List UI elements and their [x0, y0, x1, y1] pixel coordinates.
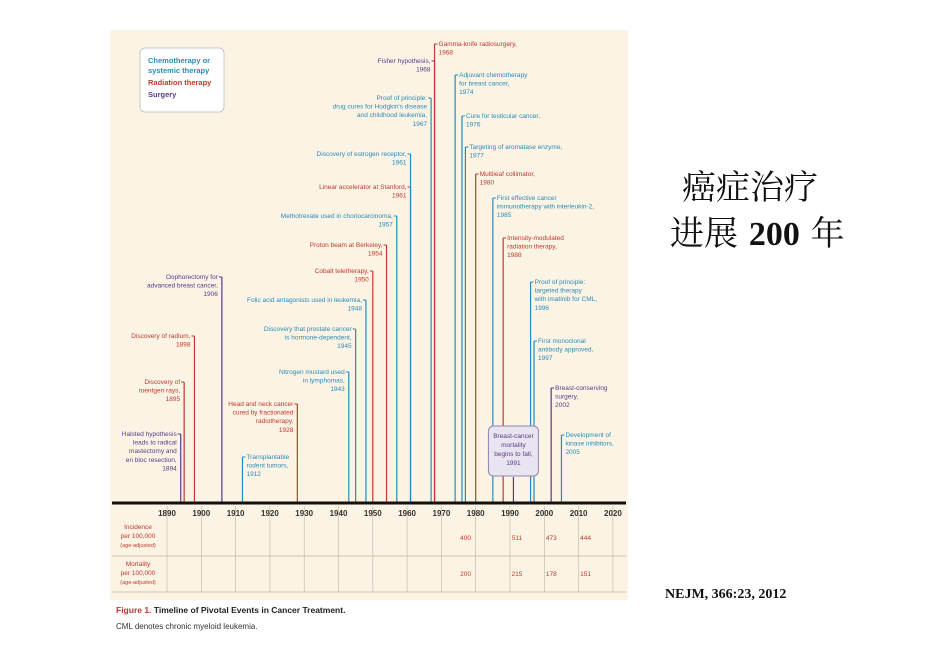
incidence-value: 511 — [511, 535, 523, 542]
figure-caption — [110, 600, 628, 642]
slide-title-number: 200 — [748, 216, 800, 253]
event-label-14: and childhood leukemia, — [357, 112, 428, 120]
event-label-13: 1961 — [392, 159, 407, 167]
event-label-17: 1974 — [459, 89, 474, 97]
event-label-0: Halsted hypothesis — [121, 431, 177, 438]
event-label-25: 2002 — [555, 402, 570, 410]
legend-label-1: Radiation therapy — [148, 78, 212, 87]
axis-year-label: 1930 — [295, 509, 314, 518]
event-label-24: First monoclonal — [538, 338, 586, 345]
event-label-26: Development of — [565, 432, 611, 439]
event-label-22: Intensity-modulated — [507, 235, 564, 242]
callout-label: Breast-cancer — [493, 433, 534, 440]
event-label-10: Proton beam at Berkeley, — [309, 242, 383, 249]
event-label-22: 1988 — [507, 252, 522, 260]
axis-year-label: 1910 — [226, 509, 245, 518]
event-label-9: Cobalt teletherapy, — [314, 268, 369, 275]
event-label-1: roentgen rays, — [138, 387, 181, 395]
callout-label: 1991 — [506, 460, 521, 467]
slide-title-post: 年 — [810, 214, 845, 254]
legend-label-0: systemic therapy — [148, 66, 210, 75]
caption-title — [116, 605, 345, 615]
axis-year-label: 2020 — [604, 509, 622, 518]
event-label-25: surgery, — [555, 393, 579, 401]
event-label-16: Gamma-knife radiosurgery, — [438, 41, 517, 48]
event-label-15: Fisher hypothesis, — [377, 58, 431, 65]
caption-figure-number: Figure 1. — [116, 605, 152, 615]
legend-label-0: Chemotherapy or — [148, 56, 211, 65]
event-label-6: in lymphomas, — [302, 377, 345, 385]
event-label-0: mastectomy and — [129, 448, 177, 456]
event-label-23: Proof of principle: — [534, 279, 586, 286]
event-label-22: radiation therapy, — [507, 243, 557, 251]
event-label-8: 1948 — [347, 305, 362, 313]
axis-year-label: 1940 — [329, 509, 348, 518]
slide-title-pre: 进展 — [670, 214, 738, 254]
event-label-5: radiotherapy, — [255, 418, 294, 426]
timeline-chart — [110, 30, 628, 600]
axis-year-label: 1970 — [432, 509, 451, 518]
callout-label: begins to fall, — [494, 451, 533, 458]
event-label-18: 1976 — [465, 121, 481, 129]
event-label-0: leads to radical — [132, 439, 177, 447]
event-label-6: 1943 — [330, 386, 345, 394]
callout-label: mortality — [501, 442, 526, 449]
incidence-value: 400 — [460, 535, 471, 542]
slide-title-line1: 癌症治疗 — [682, 168, 818, 208]
event-label-20: 1980 — [479, 179, 495, 187]
event-label-1: Discovery of — [144, 379, 181, 386]
axis-year-label: 1990 — [501, 509, 519, 518]
event-label-7: is hormone-dependent, — [284, 334, 352, 342]
event-label-2: 1898 — [175, 341, 191, 349]
axis-year-label: 1920 — [261, 509, 279, 518]
mortality-label: Mortality — [125, 561, 151, 568]
axis-year-label: 1980 — [466, 509, 485, 518]
event-label-7: Discovery that prostate cancer — [263, 326, 352, 333]
event-label-21: immunotherapy with interleukin-2, — [496, 203, 595, 211]
event-label-0: 1894 — [162, 465, 177, 473]
event-label-12: Linear accelerator at Stanford, — [319, 184, 407, 191]
slide-title-line2 — [670, 211, 845, 258]
event-label-26: 2005 — [565, 449, 580, 457]
event-label-11: 1957 — [378, 221, 393, 229]
event-label-21: First effective cancer — [496, 195, 557, 202]
caption-figure-title: Timeline of Pivotal Events in Cancer Treatment. — [153, 605, 346, 615]
mortality-value: 178 — [545, 571, 557, 578]
event-label-6: Nitrogen mustard used — [279, 369, 345, 376]
event-label-0: en bloc resection, — [125, 456, 177, 464]
event-label-4: rodent tumors, — [246, 462, 289, 470]
event-label-9: 1950 — [354, 276, 369, 284]
event-label-5: Head and neck cancer — [228, 401, 294, 408]
event-label-14: Proof of principle: — [376, 95, 428, 102]
event-label-1: 1895 — [165, 396, 181, 404]
event-label-4: Transplantable — [246, 454, 290, 461]
incidence-value: 444 — [580, 535, 592, 542]
event-label-23: targeted therapy — [534, 287, 582, 295]
incidence-label: Incidence — [124, 524, 152, 531]
event-label-17: for breast cancer, — [459, 80, 510, 88]
event-label-23: 1996 — [534, 304, 550, 312]
event-label-7: 1945 — [337, 343, 352, 351]
axis-year-label: 1950 — [363, 509, 382, 518]
incidence-value: 473 — [545, 535, 557, 542]
event-label-19: 1977 — [469, 152, 484, 160]
axis-year-label: 2000 — [535, 509, 554, 518]
mortality-value: 151 — [580, 571, 592, 578]
mortality-label: per 100,000 — [120, 570, 156, 577]
event-label-16: 1968 — [438, 49, 454, 57]
event-label-15: 1968 — [416, 66, 431, 74]
event-label-10: 1954 — [368, 250, 383, 258]
mortality-value: 200 — [460, 571, 471, 578]
event-label-11: Methotrexate used in choriocarcinoma, — [280, 213, 393, 220]
event-label-24: 1997 — [538, 355, 553, 363]
reference-citation: NEJM, 366:23, 2012 — [665, 587, 787, 602]
event-label-14: 1967 — [412, 120, 428, 128]
incidence-label: (age-adjusted) — [120, 543, 156, 549]
mortality-value: 215 — [511, 571, 523, 578]
event-label-12: 1961 — [392, 192, 407, 200]
axis-year-label: 1890 — [158, 509, 176, 518]
event-label-3: Oophorectomy for — [165, 274, 218, 281]
event-label-3: advanced breast cancer, — [147, 282, 218, 290]
axis-year-label: 2010 — [569, 509, 588, 518]
axis-year-label: 1960 — [398, 509, 416, 518]
mortality-label: (age-adjusted) — [120, 580, 156, 586]
event-label-21: 1985 — [496, 212, 512, 220]
event-label-2: Discovery of radium, — [131, 333, 191, 340]
event-label-14: drug cures for Hodgkin's disease — [332, 103, 428, 111]
timeline-figure — [110, 30, 628, 642]
incidence-label: per 100,000 — [120, 533, 156, 540]
event-label-18: Cure for testicular cancer, — [465, 113, 541, 120]
event-label-20: Multileaf collimator, — [479, 171, 535, 178]
event-label-25: Breast-conserving — [555, 385, 608, 392]
event-label-24: antibody approved, — [538, 346, 594, 354]
event-label-5: 1928 — [278, 426, 294, 434]
legend-label-2: Surgery — [148, 90, 177, 99]
caption-note: CML denotes chronic myeloid leukemia. — [116, 622, 258, 631]
axis-year-label: 1900 — [192, 509, 211, 518]
event-label-23: with imatinib for CML, — [534, 296, 598, 304]
event-label-5: cured by fractionated — [232, 409, 294, 417]
slide-title — [670, 165, 845, 258]
event-label-17: Adjuvant chemotherapy — [459, 72, 528, 79]
event-label-3: 1906 — [203, 291, 218, 299]
event-label-26: kinase inhibitors, — [565, 440, 614, 448]
event-label-8: Folic acid antagonists used in leukemia, — [247, 297, 362, 304]
event-label-19: Targeting of aromatase enzyme, — [469, 144, 563, 151]
event-label-4: 1912 — [246, 471, 261, 479]
event-label-13: Discovery of estrogen receptor, — [316, 151, 407, 158]
